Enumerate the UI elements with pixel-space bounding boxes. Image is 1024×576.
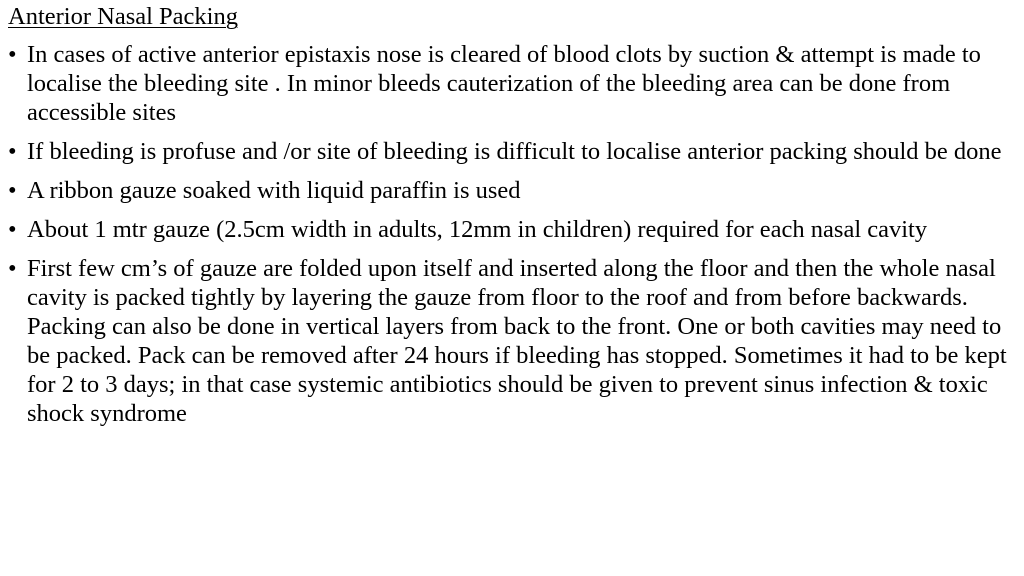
bullet-item-profuse-bleeding: [8, 137, 1020, 166]
bullet-text: In cases of active anterior epistaxis nose is cleared of blood clots by suction & attempt is made to localise the bleeding site . In minor bleeds cauterization of the bleeding area can be done from accessible sites: [27, 41, 981, 126]
bullet-item-cleared-clots: [8, 40, 1020, 127]
bullet-dot-icon: •: [8, 177, 17, 204]
bullet-item-gauze-amount: [8, 215, 1020, 244]
bullet-dot-icon: •: [8, 138, 17, 165]
bullet-dot-icon: •: [8, 216, 17, 243]
slide-title: Anterior Nasal Packing: [8, 3, 238, 30]
bullet-item-packing-technique: [8, 254, 1020, 428]
bullet-item-ribbon-gauze: [8, 176, 1020, 205]
bullet-list: [8, 40, 1020, 438]
bullet-text: First few cm’s of gauze are folded upon itself and inserted along the floor and then the whole nasal cavity is packed tightly by layering the gauze from floor to the roof and from before backwards. Packing can also be done in vertical layers from back to the front. One or both cavities may need to be packed. Pack can be removed after 24 hours if bleeding has stopped. Sometimes it had to be kept for 2 to 3 days; in that case systemic antibiotics should be given to prevent sinus infection & toxic shock syndrome: [27, 255, 1007, 427]
bullet-text: About 1 mtr gauze (2.5cm width in adults, 12mm in children) required for each nasal cavity: [27, 216, 928, 243]
bullet-text: A ribbon gauze soaked with liquid paraffin is used: [27, 177, 521, 204]
bullet-dot-icon: •: [8, 255, 17, 282]
bullet-text: If bleeding is profuse and /or site of bleeding is difficult to localise anterior packing should be done: [27, 138, 1002, 165]
bullet-dot-icon: •: [8, 41, 17, 68]
